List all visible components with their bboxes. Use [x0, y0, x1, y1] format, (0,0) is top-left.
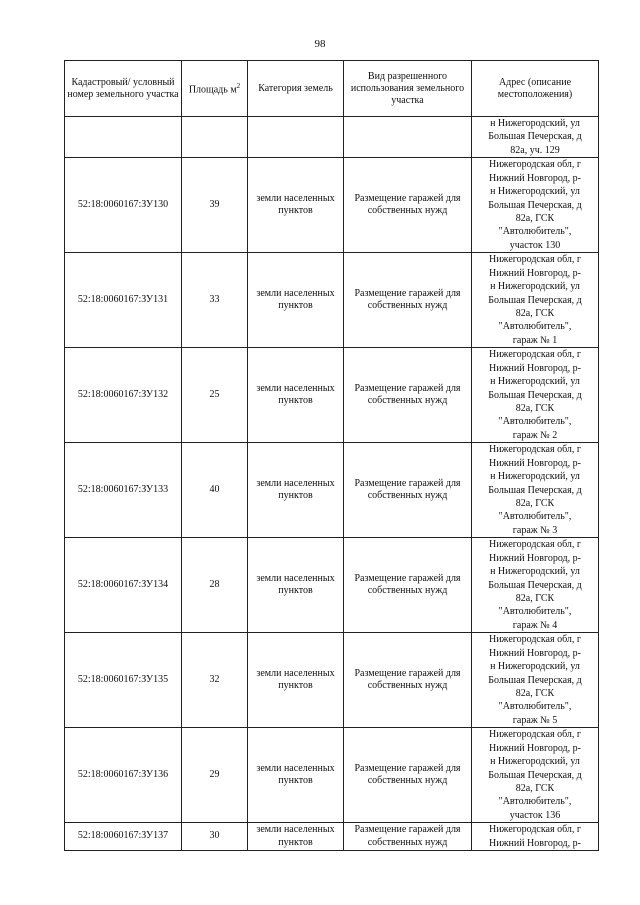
table-row — [65, 158, 599, 253]
cell-cadastral: 52:18:0060167:ЗУ131 — [65, 253, 182, 348]
cell-address: Нижегородская обл, г Нижний Новгород, р- н Нижегородский, ул Большая Печерская, д 82а, ГСК "Автолюбитель", гараж № 1 — [472, 253, 599, 348]
cell-cadastral: 52:18:0060167:ЗУ130 — [65, 158, 182, 253]
table-row — [65, 253, 599, 348]
cell-cadastral: 52:18:0060167:ЗУ132 — [65, 348, 182, 443]
cell-area: 29 — [182, 728, 248, 823]
header-category: Категория земель — [248, 61, 344, 117]
cell-address: Нижегородская обл, г Нижний Новгород, р- н Нижегородский, ул Большая Печерская, д 82а, ГСК "Автолюбитель", гараж № 4 — [472, 538, 599, 633]
cell-category: земли населенных пунктов — [248, 253, 344, 348]
table-row-continued — [65, 117, 599, 158]
cell-address: Нижегородская обл, г Нижний Новгород, р- н Нижегородский, ул Большая Печерская, д 82а, ГСК "Автолюбитель", гараж № 5 — [472, 633, 599, 728]
table-row — [65, 728, 599, 823]
cell-area: 40 — [182, 443, 248, 538]
table-header-row — [65, 61, 599, 117]
cell-address: Нижегородская обл, г Нижний Новгород, р- н Нижегородский, ул Большая Печерская, д 82а, ГСК "Автолюбитель", гараж № 3 — [472, 443, 599, 538]
cell-use: Размещение гаражей для собственных нужд — [344, 728, 472, 823]
header-cadastral: Кадастровый/ условный номер земельного участка — [65, 61, 182, 117]
cell-cadastral: 52:18:0060167:ЗУ134 — [65, 538, 182, 633]
cell-use: Размещение гаражей для собственных нужд — [344, 348, 472, 443]
cell-category: земли населенных пунктов — [248, 728, 344, 823]
cell-category: земли населенных пунктов — [248, 348, 344, 443]
cell-use — [344, 117, 472, 158]
cell-address: Нижегородская обл, г Нижний Новгород, р- н Нижегородский, ул Большая Печерская, д 82а, ГСК "Автолюбитель", участок 136 — [472, 728, 599, 823]
cell-area: 39 — [182, 158, 248, 253]
cell-address: Нижегородская обл, г Нижний Новгород, р- н Нижегородский, ул Большая Печерская, д 82а, ГСК "Автолюбитель", участок 130 — [472, 158, 599, 253]
land-plots-table — [64, 60, 599, 851]
cell-category: земли населенных пунктов — [248, 633, 344, 728]
header-address: Адрес (описание местоположения) — [472, 61, 599, 117]
header-area-superscript: 2 — [236, 82, 241, 91]
cell-cadastral: 52:18:0060167:ЗУ133 — [65, 443, 182, 538]
cell-category — [248, 117, 344, 158]
cell-address: Нижегородская обл, г Нижний Новгород, р- — [472, 823, 599, 851]
table-row — [65, 538, 599, 633]
cell-address: Нижегородская обл, г Нижний Новгород, р- н Нижегородский, ул Большая Печерская, д 82а, ГСК "Автолюбитель", гараж № 2 — [472, 348, 599, 443]
table-row — [65, 633, 599, 728]
header-use: Вид разрешенного использования земельного участка — [344, 61, 472, 117]
cell-cadastral — [65, 117, 182, 158]
header-area-label: Площадь м — [188, 84, 237, 96]
cell-use: Размещение гаражей для собственных нужд — [344, 443, 472, 538]
table-row — [65, 823, 599, 851]
cell-area: 32 — [182, 633, 248, 728]
cell-area — [182, 117, 248, 158]
cell-use: Размещение гаражей для собственных нужд — [344, 253, 472, 348]
cell-area: 28 — [182, 538, 248, 633]
header-area — [182, 61, 248, 117]
table-row — [65, 443, 599, 538]
cell-cadastral: 52:18:0060167:ЗУ136 — [65, 728, 182, 823]
cell-area: 30 — [182, 823, 248, 851]
cell-area: 33 — [182, 253, 248, 348]
cell-use: Размещение гаражей для собственных нужд — [344, 823, 472, 851]
cell-category: земли населенных пунктов — [248, 158, 344, 253]
table-row — [65, 348, 599, 443]
cell-area: 25 — [182, 348, 248, 443]
cell-use: Размещение гаражей для собственных нужд — [344, 633, 472, 728]
cell-address: н Нижегородский, ул Большая Печерская, д 82а, уч. 129 — [472, 117, 599, 158]
cell-category: земли населенных пунктов — [248, 823, 344, 851]
cell-category: земли населенных пунктов — [248, 443, 344, 538]
page-number: 98 — [314, 38, 326, 50]
cell-cadastral: 52:18:0060167:ЗУ137 — [65, 823, 182, 851]
cell-category: земли населенных пунктов — [248, 538, 344, 633]
cell-use: Размещение гаражей для собственных нужд — [344, 538, 472, 633]
cell-use: Размещение гаражей для собственных нужд — [344, 158, 472, 253]
cell-cadastral: 52:18:0060167:ЗУ135 — [65, 633, 182, 728]
